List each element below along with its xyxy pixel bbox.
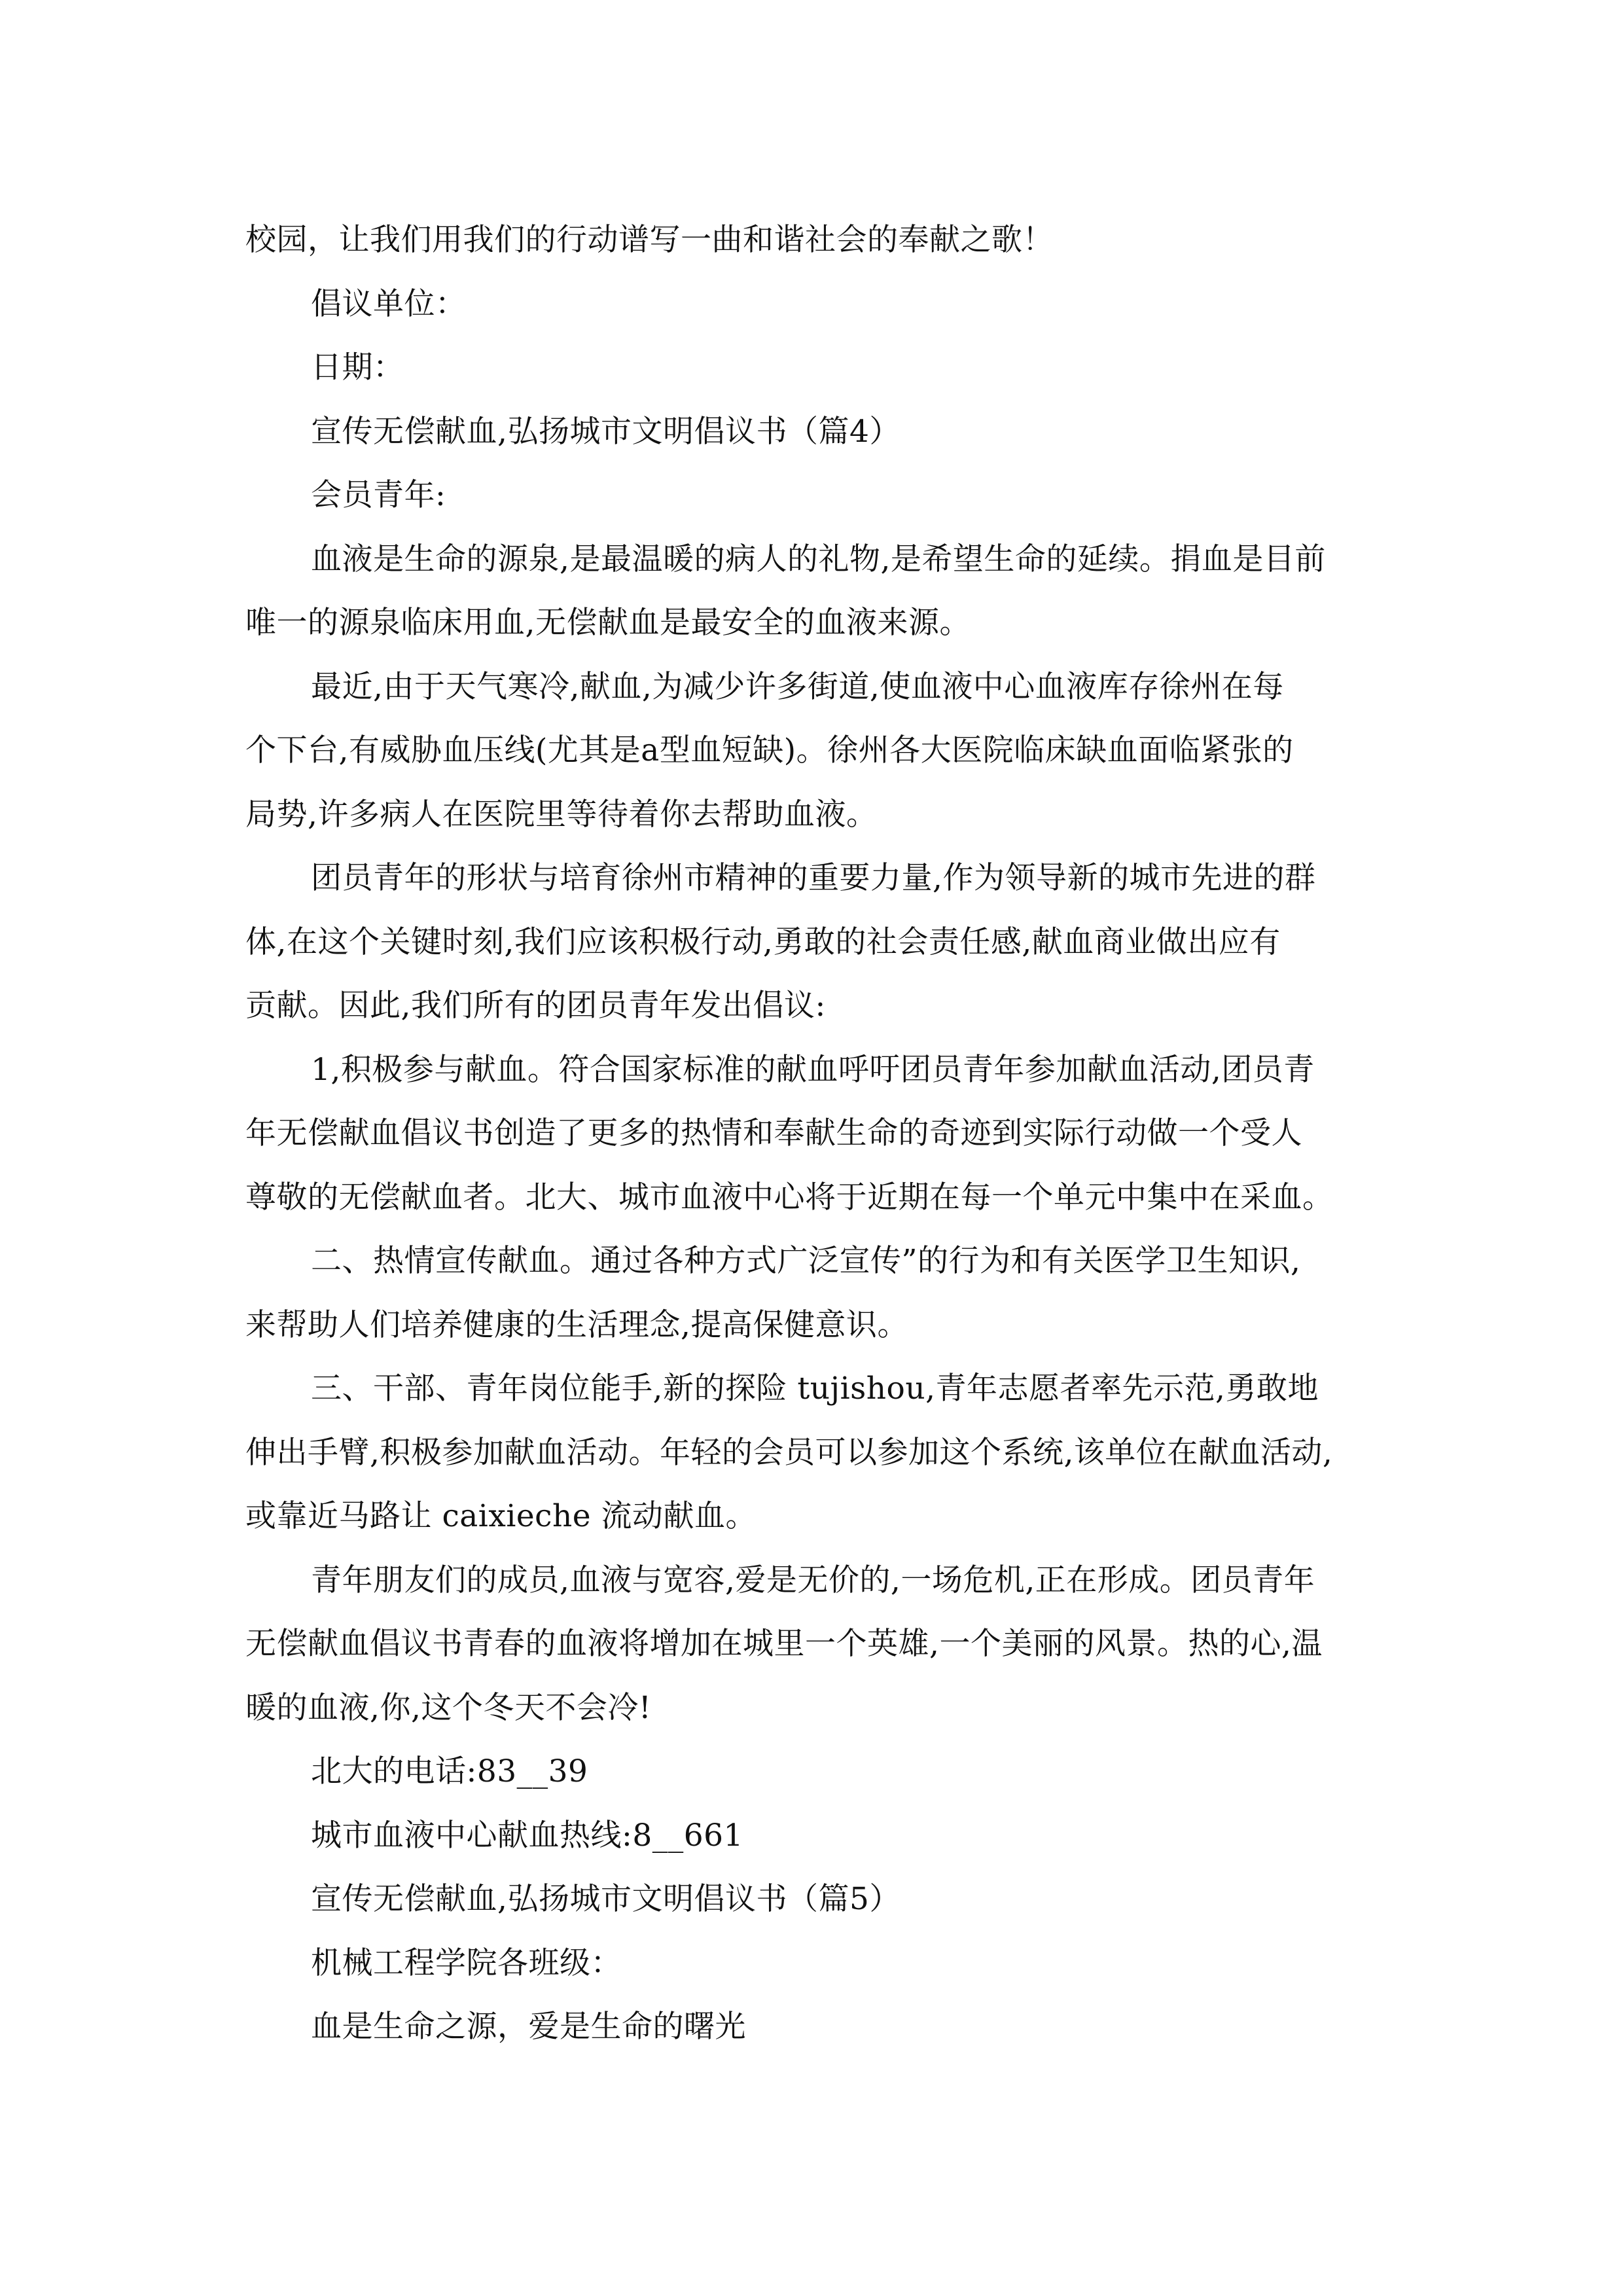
text-line: 校园，让我们用我们的行动谱写一曲和谐社会的奉献之歌！ [245, 222, 1054, 258]
text-line: 机械工程学院各班级： [311, 1945, 622, 1981]
text-line: 个下台,有威胁血压线(尤其是a型血短缺)。徐州各大医院临床缺血面临紧张的 [245, 732, 1294, 768]
section-heading: 宣传无偿献血,弘扬城市文明倡议书（篇4） [311, 413, 901, 450]
text-line: 来帮助人们培养健康的生活理念,提高保健意识。 [245, 1306, 908, 1343]
text-line: 日期： [311, 350, 404, 386]
text-line: 会员青年: [311, 477, 446, 513]
text-line: 无偿献血倡议书青春的血液将增加在城里一个英雄,一个美丽的风景。热的心,温 [245, 1626, 1323, 1662]
text-line: 1,积极参与献血。符合国家标准的献血呼吁团员青年参加献血活动,团员青 [311, 1051, 1315, 1088]
text-line: 局势,许多病人在医院里等待着你去帮助血液。 [245, 796, 878, 833]
text-line: 青年朋友们的成员,血液与宽容,爱是无价的,一场危机,正在形成。团员青年 [311, 1562, 1315, 1598]
text-line: 唯一的源泉临床用血,无偿献血是最安全的血液来源。 [245, 605, 971, 641]
section-heading: 宣传无偿献血,弘扬城市文明倡议书（篇5） [311, 1881, 901, 1917]
text-line: 尊敬的无偿献血者。北大、城市血液中心将于近期在每一个单元中集中在采血。 [245, 1179, 1334, 1215]
text-line: 或靠近马路让 caixieche 流动献血。 [245, 1498, 757, 1534]
text-line: 三、干部、青年岗位能手,新的探险 tujishou,青年志愿者率先示范,勇敢地 [311, 1371, 1319, 1407]
text-line: 年无偿献血倡议书创造了更多的热情和奉献生命的奇迹到实际行动做一个受人 [245, 1115, 1302, 1151]
text-line: 二、热情宣传献血。通过各种方式广泛宣传”的行为和有关医学卫生知识, [311, 1243, 1301, 1279]
text-line: 团员青年的形状与培育徐州市精神的重要力量,作为领导新的城市先进的群 [311, 860, 1316, 896]
text-line: 伸出手臂,积极参加献血活动。年轻的会员可以参加这个系统,该单位在献血活动, [245, 1434, 1333, 1471]
phone-number-line: 北大的电话:83__39 [311, 1753, 588, 1789]
text-line: 贡献。因此,我们所有的团员青年发出倡议: [245, 988, 826, 1024]
text-line: 体,在这个关键时刻,我们应该积极行动,勇敢的社会责任感,献血商业做出应有 [245, 924, 1281, 960]
text-line: 暖的血液,你,这个冬天不会冷! [245, 1689, 652, 1726]
hotline-line: 城市血液中心献血热线:8__661 [311, 1817, 743, 1854]
document-body [245, 208, 1397, 2059]
text-line: 血液是生命的源泉,是最温暖的病人的礼物,是希望生命的延续。捐血是目前 [311, 541, 1326, 577]
text-line: 最近,由于天气寒冷,献血,为减少许多街道,使血液中心血液库存徐州在每 [311, 668, 1284, 705]
text-line: 倡议单位： [311, 285, 467, 322]
text-line: 血是生命之源，爱是生命的曙光 [311, 2009, 746, 2045]
